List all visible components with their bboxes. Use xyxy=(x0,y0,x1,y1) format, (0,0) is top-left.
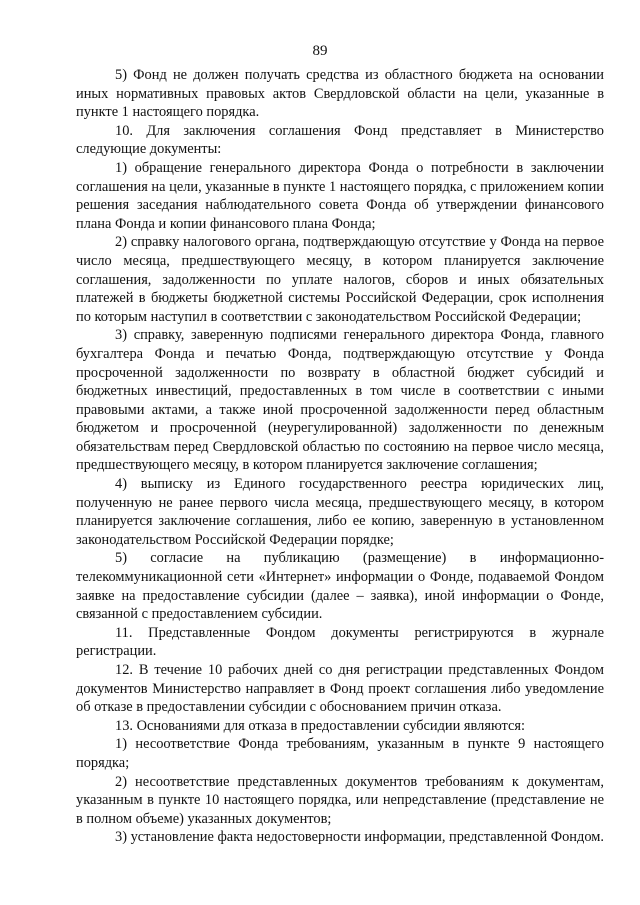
paragraph: 10. Для заключения соглашения Фонд представляет в Министерство следующие документы: xyxy=(76,122,604,158)
paragraph: 5) Фонд не должен получать средства из областного бюджета на основании иных нормативных правовых актов Свердловской области на цели, указанные в пункте 1 настоящего порядка. xyxy=(76,67,604,121)
paragraph: 1) обращение генерального директора Фонда о потребности в заключении соглашения на цели, указанные в пункте 1 настоящего порядка, с приложением копии решения заседания наблюдательного совета Фонда об утверждении финансового плана Фонда и копии финансового плана Фонда; xyxy=(76,159,604,232)
paragraph: 12. В течение 10 рабочих дней со дня регистрации представленных Фондом документов Министерство направляет в Фонд проект соглашения либо уведомление об отказе в предоставлении субсидии с обоснованием причин отказа. xyxy=(76,662,604,716)
paragraph: 1) несоответствие Фонда требованиям, указанным в пункте 9 настоящего порядка; xyxy=(76,736,604,771)
paragraph: 5) согласие на публикацию (размещение) в информационно-телекоммуникационной сети «Интернет» информации о Фонде, подаваемой Фондом заявке на предоставление субсидии (далее – заявка), иной информации о Фонде, связанной с предоставлением субсидии. xyxy=(76,550,604,623)
page-number: 89 xyxy=(312,43,328,59)
paragraph: 3) установление факта недостоверности информации, представленной Фондом. xyxy=(115,829,604,846)
paragraph: 2) справку налогового органа, подтверждающую отсутствие у Фонда на первое число месяца, предшествующего месяцу, в котором планируется заключение соглашения, задолженности по уплате налогов, сборов и иных обязательных платежей в бюджеты бюджетной системы Российской Федерации, срок исполнения по которым наступил в соответствии с законодательством Российской Федерации; xyxy=(76,234,604,325)
paragraph: 3) справку, заверенную подписями генерального директора Фонда, главного бухгалтера Фонда и печатью Фонда, подтверждающую отсутствие у Фонда просроченной задолженности по возврату в областной бюджет субсидий и бюджетных инвестиций, предоставленных в том числе в соответствии с иными правовыми актами, а также иной просроченной задолженности перед областным бюджетом и просроченной (неурегулированной) задолженности по денежным обязательствам перед Свердловской областью по состоянию на первое число месяца, предшествующего месяцу, в котором планируется заключение соглашения; xyxy=(76,327,604,474)
paragraph: 13. Основаниями для отказа в предоставлении субсидии являются: xyxy=(115,717,525,734)
document-body xyxy=(76,66,604,847)
paragraph: 11. Представленные Фондом документы регистрируются в журнале регистрации. xyxy=(76,624,604,660)
paragraph: 4) выписку из Единого государственного реестра юридических лиц, полученную не ранее первого числа месяца, предшествующего месяцу, в котором планируется заключение соглашения, либо ее копию, заверенную в установленном законодательством Российской Федерации порядке; xyxy=(76,476,604,548)
paragraph: 2) несоответствие представленных документов требованиям к документам, указанным в пункте 10 настоящего порядка, или непредставление (представление не в полном объеме) указанных документов; xyxy=(76,773,604,827)
